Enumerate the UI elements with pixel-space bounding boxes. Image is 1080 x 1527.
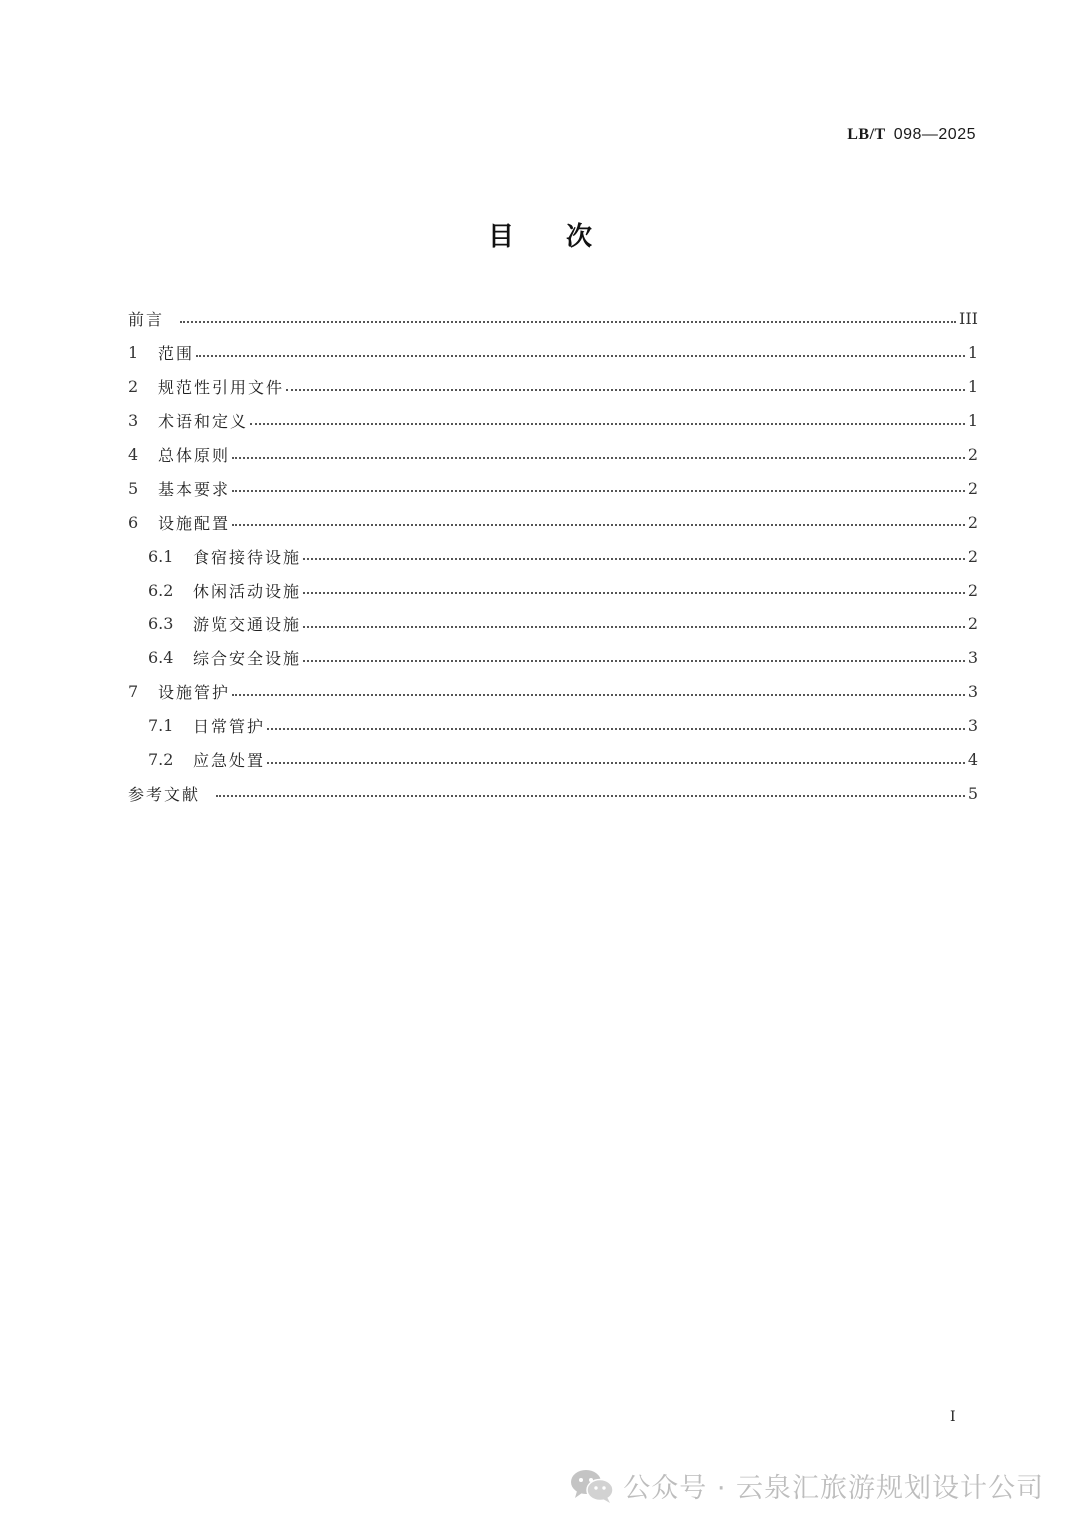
toc-number: 2 [128,377,139,397]
toc-label: 游览交通设施 [193,615,302,635]
toc-label: 设施配置 [158,513,231,533]
watermark-text: 公众号 · 云泉汇旅游规划设计公司 [623,1473,1044,1504]
toc-label: 基本要求 [158,479,231,499]
toc-entry-2[interactable] [128,370,978,404]
page-title: 目次 [487,222,644,252]
toc-page-number: 1 [967,377,978,397]
toc-entry-1[interactable] [128,336,978,370]
dot-leader [232,524,965,526]
standard-number: 098—2025 [893,126,976,143]
toc-entry-6-1[interactable] [128,539,978,573]
toc-label: 休闲活动设施 [193,581,302,601]
toc-number: 7 [128,682,139,702]
toc-number: 1 [128,343,139,363]
toc-page-number: 3 [967,648,978,668]
toc-number: 6.2 [148,580,174,600]
toc-number: 6.3 [148,614,174,634]
dot-leader [267,762,965,764]
toc-entry-6-2[interactable] [128,573,978,607]
toc-page-number: III [959,309,978,329]
toc-entry-foreword[interactable] [128,302,978,336]
dot-leader [232,490,965,492]
toc-label: 术语和定义 [158,412,249,432]
toc-page-number: 4 [967,750,978,770]
toc-page-number: 2 [967,614,978,634]
toc-label: 前言 [128,310,165,330]
toc-entry-bibliography[interactable] [128,776,978,810]
toc-label: 应急处置 [193,751,266,771]
toc-label: 规范性引用文件 [158,378,285,398]
toc-label: 范围 [158,344,195,364]
toc-label: 综合安全设施 [193,649,302,669]
toc-page-number: 3 [967,682,978,702]
dot-leader [286,389,965,391]
toc-number: 6.4 [148,648,174,668]
dot-leader [267,728,965,730]
toc-entry-6-3[interactable] [128,607,978,641]
dot-leader [216,795,965,797]
dot-leader [232,457,965,459]
toc-page-number: 1 [967,343,978,363]
toc-number: 5 [128,478,139,498]
watermark [569,1466,1044,1505]
toc-number: 7.2 [148,750,174,770]
toc-label: 总体原则 [158,446,231,465]
toc-page-number: 3 [967,716,978,736]
toc-number: 6.1 [148,546,174,566]
toc-entry-7-2[interactable] [128,743,978,777]
toc-number: 6 [128,512,139,532]
toc-page-number: 2 [967,512,978,532]
standard-prefix: LB/T [847,126,886,143]
toc-entry-7[interactable] [128,675,978,709]
toc-entry-6[interactable] [128,505,978,539]
toc-number: 7.1 [148,716,174,736]
dot-leader [232,694,965,696]
toc-entry-6-4[interactable] [128,641,978,675]
toc-label: 设施管护 [158,683,231,703]
dot-leader [180,321,956,323]
toc-entry-4[interactable] [128,438,978,472]
toc-page-number: 2 [967,580,978,600]
standard-code [847,124,976,144]
toc-entry-3[interactable] [128,404,978,438]
toc-label: 食宿接待设施 [193,547,302,567]
toc-number: 3 [128,411,139,431]
dot-leader [303,558,965,560]
dot-leader [303,660,965,662]
page-number: I [950,1409,956,1425]
toc-label: 参考文献 [128,784,201,804]
dot-leader [303,592,965,594]
toc-label: 日常管护 [193,717,266,737]
table-of-contents [128,302,978,810]
toc-page-number: 2 [967,546,978,566]
toc-page-number: 1 [967,411,978,431]
dot-leader [303,626,965,628]
toc-page-number: 2 [967,445,978,464]
wechat-icon [569,1468,615,1504]
toc-page-number: 2 [967,478,978,498]
toc-entry-7-1[interactable] [128,709,978,743]
toc-page-number: 5 [967,783,978,803]
toc-number: 4 [128,445,139,464]
toc-entry-5[interactable] [128,471,978,505]
dot-leader [250,423,965,425]
dot-leader [196,355,965,357]
